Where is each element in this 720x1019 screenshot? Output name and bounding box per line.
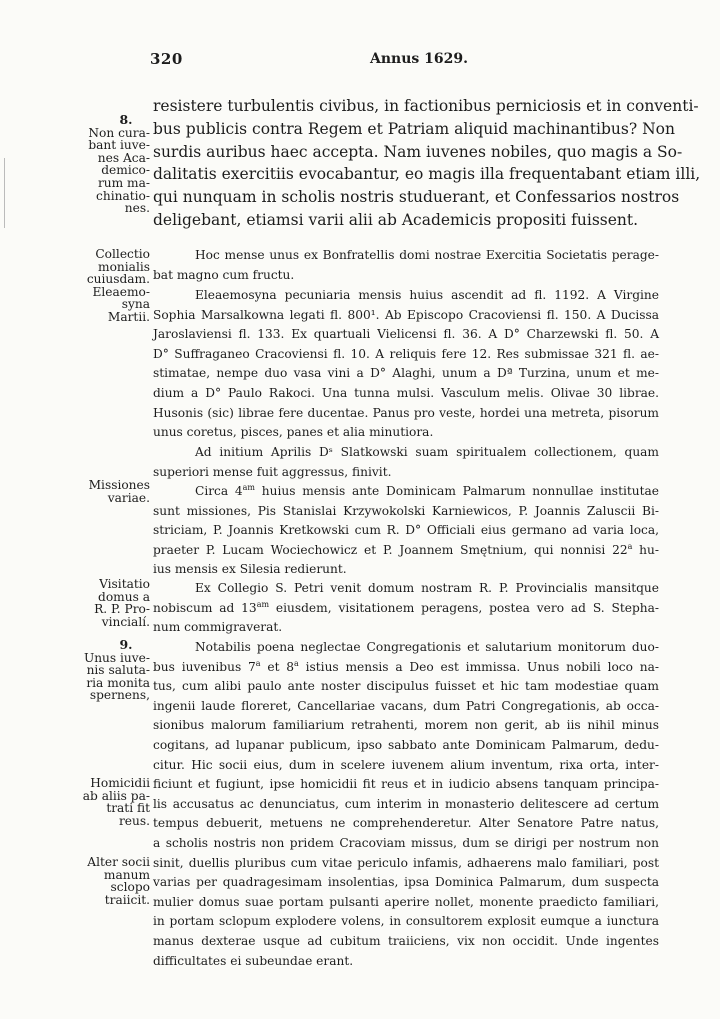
note-line: trati fit xyxy=(106,801,150,816)
note-line: vincialí. xyxy=(101,614,150,629)
note-line: rum ma- xyxy=(97,175,150,190)
text-line: striciam, P. Joannis Kretkowski cum R. D° Officiali eius germano ad varia loca, xyxy=(153,523,659,538)
text-line: lis accusatus ac denunciatus, cum interim in monasterio delitescere ad certum xyxy=(153,796,659,811)
text-line: unus coretus, pisces, panes et alia minutiora. xyxy=(153,425,434,440)
note-line: ab aliis pa- xyxy=(82,788,150,803)
note-line: ria monita xyxy=(86,675,150,690)
note-line: R. P. Pro- xyxy=(94,602,150,617)
note-line: bant iuve- xyxy=(88,138,150,153)
text-line: ingenii laude floreret, Cancellariae vacans, dum Patri Congregationis, ab occa- xyxy=(153,698,659,713)
note-line: reus. xyxy=(118,813,150,828)
text-line: tus, cum alibi paulo ante noster discipulus fuisset et hic tam modestiae quam xyxy=(153,679,659,694)
text-line: sinit, duellis pluribus cum vitae periculo infamis, adhaerens malo familiari, post xyxy=(153,855,659,870)
text-line: a scholis nostris non pridem Cracoviam missus, dum se dirigi per nostrum non xyxy=(153,835,659,850)
note-line: cuiusdam. xyxy=(86,272,150,287)
text-line: tempus debuerit, metuens ne comprehenderetur. Alter Senatore Patre natus, xyxy=(153,816,659,831)
paragraph-slatkowski xyxy=(153,443,659,482)
note-line: demico- xyxy=(101,163,150,178)
text-line: Eleaemosyna pecuniaria mensis huius ascendit ad fl. 1192. A Virgine xyxy=(195,288,659,302)
paragraph-non-curabant xyxy=(153,95,701,232)
note-line: Eleaemo- xyxy=(92,284,150,299)
margin-note-homicidii xyxy=(72,777,150,827)
note-line: Homicidii xyxy=(90,776,150,790)
text-line: dium a D° Paulo Rakoci. Una tunna mulsi. Vasculum melis. Olivae 30 librae. xyxy=(153,385,659,400)
text-line: Sophia Marsalkowna legati fl. 800¹. Ab Episcopo Cracoviensi fl. 150. A Ducissa xyxy=(153,307,659,322)
text-line: cogitans, ad lupanar publicum, ipso sabbato ante Dominicam Palmarum, dedu- xyxy=(153,737,659,752)
text-line: ficiunt et fugiunt, ipse homicidii fit reus et in iudicio absens tanquam principa- xyxy=(153,777,659,792)
text-line: num commigraverat. xyxy=(153,620,283,635)
text-line: qui nunquam in scholis nostris studuerant, et Confessarios nostros xyxy=(153,188,680,207)
page-header xyxy=(0,50,720,72)
note-line: variae. xyxy=(107,490,150,505)
margin-note-collectio xyxy=(72,248,150,324)
note-line: manum xyxy=(103,867,150,882)
text-line: varias per quadragesimam insolentias, ipsa Dominica Palmarum, dum suspecta xyxy=(153,875,659,890)
text-line: Jaroslaviensi fl. 133. Ex quartuali Vielicensi fl. 36. A D° Charzewski fl. 50. A xyxy=(153,327,659,342)
note-line: chinatio- xyxy=(96,188,150,203)
text-line: bus iuvenibus 7$^a$ et 8$^a$ istius mensis a Deo est immissa. Unus nobili loco na- xyxy=(153,658,660,674)
note-line: nis saluta- xyxy=(86,663,150,678)
note-line: Martii. xyxy=(107,309,150,324)
note-line: traiicit. xyxy=(104,892,150,907)
note-line: monialis xyxy=(98,259,150,274)
note-line: Unus iuve- xyxy=(83,650,150,665)
margin-note-unus-iuvenis xyxy=(72,639,150,702)
text-line: Husonis (sic) librae fere ducentae. Panus pro veste, hordei una metreta, pisorum xyxy=(153,405,659,420)
text-line: Ad initium Aprilis Dˢ Slatkowski suam spiritualem collectionem, quam xyxy=(195,445,659,459)
text-line: resistere turbulentis civibus, in factionibus perniciosis et in conventi- xyxy=(153,97,699,115)
note-line: nes Aca- xyxy=(97,150,150,165)
section-number: 8. xyxy=(119,112,133,127)
text-line: sunt missiones, Pis Stanislai Krzywokolski Karniewicos, P. Joannis Zaluscii Bi- xyxy=(153,503,659,518)
text-line: nobiscum ad $13^{am}$ eiusdem, visitationem peragens, postea vero ad S. Stepha- xyxy=(153,599,659,615)
paragraph-missiones xyxy=(153,482,659,580)
text-line: citur. Hic socii eius, dum in scelere iuvenem alium inventum, rixa orta, inter- xyxy=(153,757,659,772)
running-head: Annus 1629. xyxy=(370,51,468,67)
note-line: Alter socii xyxy=(87,855,150,869)
note-line: spernens, xyxy=(89,688,150,703)
note-line: sclopo xyxy=(110,880,150,895)
text-line: D° Suffraganeo Cracoviensi fl. 10. A reliquis fere 12. Res submissae 321 fl. ae- xyxy=(153,346,659,361)
note-line: domus a xyxy=(98,589,150,604)
text-line: superiori mense fuit aggressus, finivit. xyxy=(153,464,392,479)
page-number: 320 xyxy=(150,50,183,68)
text-line: dalitatis exercitiis evocabantur, eo magis illa frequentabant etiam illi, xyxy=(153,165,701,184)
margin-note-non-curabant xyxy=(72,114,150,215)
note-line: Visitatio xyxy=(99,577,150,591)
text-line: ius mensis ex Silesia redierunt. xyxy=(153,562,347,577)
paragraph-eleaemosyna xyxy=(153,286,659,443)
text-line: stimatae, nempe duo vasa vini a D° Alaghi, unum a Dª Turzina, unum et me- xyxy=(153,366,659,381)
paragraph-collectio xyxy=(153,246,659,285)
text-line: Hoc mense unus ex Bonfratellis domi nostrae Exercitia Societatis perage- xyxy=(195,248,659,262)
text-line: Ex Collegio S. Petri venit domum nostram R. P. Provincialis mansitque xyxy=(195,581,659,595)
margin-note-visitatio xyxy=(72,578,150,628)
text-line: bat magno cum fructu. xyxy=(153,267,295,282)
margin-note-alter-socii xyxy=(72,856,150,906)
note-line: Non cura- xyxy=(88,125,150,140)
text-line: in portam sclopum explodere volens, in consultorem explosit eumque a iunctura xyxy=(153,914,659,929)
text-line: manus dexterae usque ad cubitum traiiciens, vix non occidit. Unde ingentes xyxy=(153,933,659,948)
text-line: sionibus malorum familiarium retrahenti, morem non gerit, ab iis nihil minus xyxy=(153,718,659,733)
text-line: difficultates ei subeundae erant. xyxy=(153,953,354,968)
margin-note-missiones xyxy=(72,479,150,504)
note-line: Collectio xyxy=(95,247,150,261)
text-line: Notabilis poena neglectae Congregationis et salutarium monitorum duo- xyxy=(195,640,659,654)
paragraph-notabilis-poena xyxy=(153,638,659,971)
paragraph-visitatio xyxy=(153,579,659,638)
note-line: nes. xyxy=(124,201,150,216)
section-number: 9. xyxy=(119,637,133,652)
text-line: mulier domus suae portam pulsanti aperire nollet, monente praedicto familiari, xyxy=(153,894,659,909)
scan-edge-mark xyxy=(4,158,5,228)
text-line: bus publicis contra Regem et Patriam aliquid machinantibus? Non xyxy=(153,119,675,138)
note-line: Missiones xyxy=(88,478,150,492)
note-line: syna xyxy=(121,297,150,312)
text-line: praeter P. Lucam Wociechowicz et P. Joannem Smętnium, qui nonnisi 22$^a$ hu- xyxy=(153,541,659,557)
text-line: deligebant, etiamsi varii alii ab Academicis propositi fuissent. xyxy=(153,210,639,229)
text-line: Circa $4^{am}$ huius mensis ante Dominicam Palmarum nonnullae institutae xyxy=(195,482,659,498)
text-line: surdis auribus haec accepta. Nam iuvenes nobiles, quo magis a So- xyxy=(153,142,683,161)
